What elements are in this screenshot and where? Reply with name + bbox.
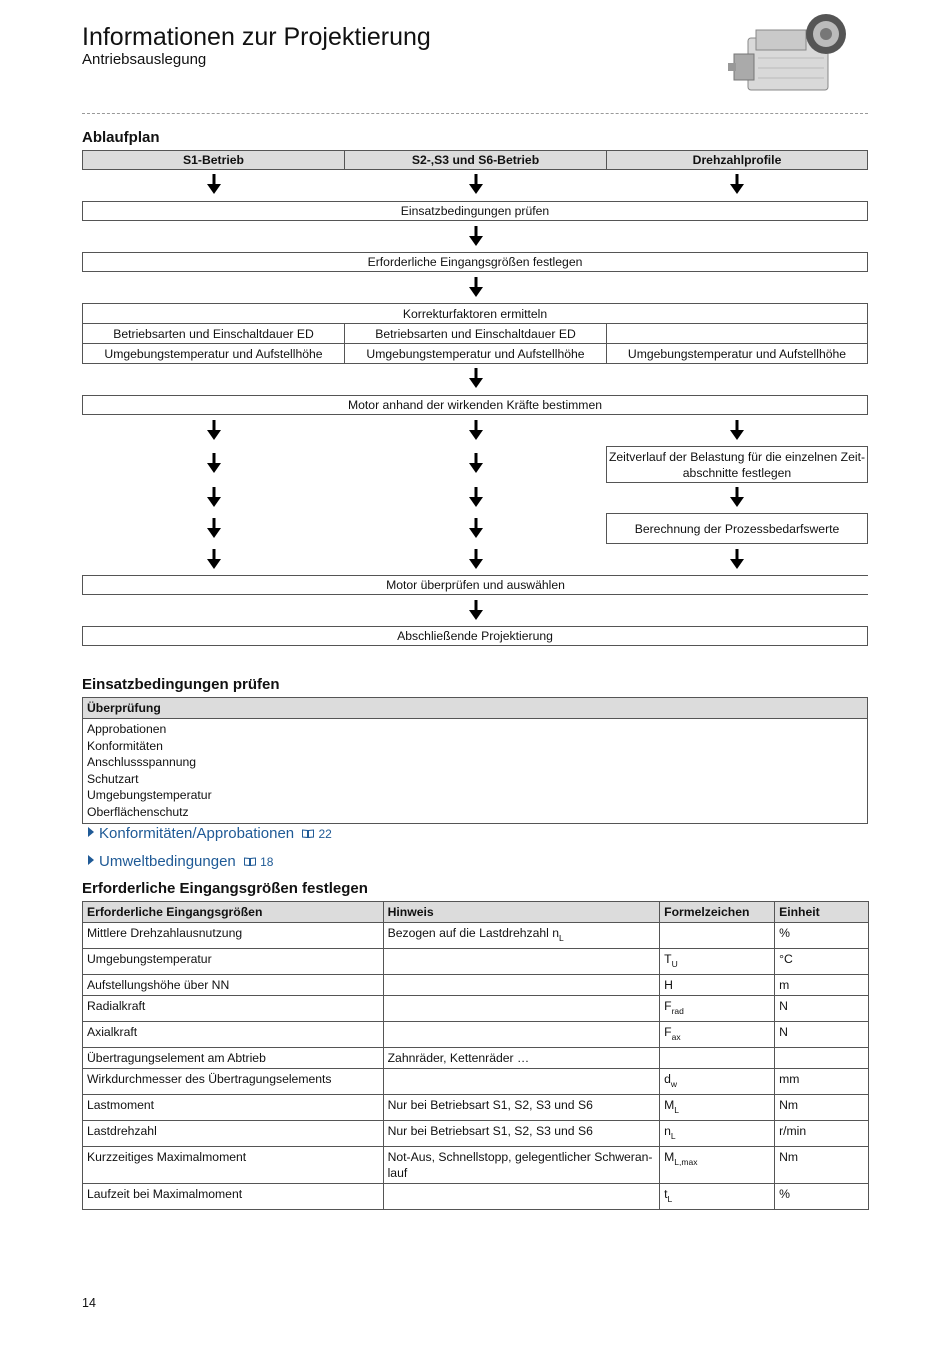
- page-number: 14: [82, 1296, 96, 1310]
- flow-column-s2s3s6: S2-,S3 und S6-Betrieb: [344, 150, 607, 170]
- input-unit-cell: [775, 1121, 869, 1147]
- input-symbol-cell-text: n: [664, 1124, 671, 1138]
- input-name-cell-text: Laufzeit bei Maximalmoment: [87, 1187, 243, 1201]
- input-symbol-cell-subscript: L: [670, 1131, 676, 1141]
- input-symbol-cell: [660, 1121, 775, 1147]
- flow-step-correction-factors: Korrekturfaktoren ermitteln: [82, 303, 868, 324]
- correction-cell: [606, 323, 868, 344]
- caret-right-icon: [88, 827, 94, 837]
- header-divider: [82, 113, 868, 114]
- input-name-cell: [83, 1184, 384, 1210]
- checks-table: [82, 697, 868, 824]
- input-name-cell: [83, 1095, 384, 1121]
- arrow-down-icon: [469, 600, 483, 620]
- flow-step-process-values: Berechnung der Prozessbedarfswerte: [606, 513, 868, 544]
- arrow-down-icon: [469, 174, 483, 194]
- arrow-down-icon: [207, 420, 221, 440]
- input-unit-cell: [775, 1147, 869, 1184]
- link-conformities-approvals[interactable]: [88, 825, 332, 843]
- input-symbol-cell-subscript: U: [671, 959, 678, 969]
- input-symbol-cell: [660, 949, 775, 975]
- table-row: [83, 1121, 869, 1147]
- input-symbol-cell-text: M: [664, 1098, 675, 1112]
- input-name-cell: [83, 923, 384, 949]
- input-name-cell-text: Axialkraft: [87, 1025, 138, 1039]
- input-symbol-cell-subscript: L: [667, 1194, 673, 1204]
- arrow-down-icon: [207, 518, 221, 538]
- input-symbol-cell: [660, 1095, 775, 1121]
- link-label: Umweltbedingungen: [99, 853, 236, 870]
- input-unit-cell-text: N: [779, 1025, 788, 1039]
- input-hint-cell-text: Not-Aus, Schnellstopp, gelegentlicher Schweran-lauf: [387, 1150, 653, 1180]
- table-row: [83, 1022, 869, 1048]
- timeline-line-2: abschnitte festlegen: [682, 465, 792, 480]
- input-hint-cell: [383, 1147, 660, 1184]
- input-hint-cell: [383, 1095, 660, 1121]
- flow-column-s1: S1-Betrieb: [82, 150, 345, 170]
- check-item: Umgebungstemperatur: [87, 788, 212, 802]
- input-hint-cell: [383, 1184, 660, 1210]
- input-name-cell-text: Lastmoment: [87, 1098, 155, 1112]
- input-unit-cell-text: r/min: [779, 1124, 807, 1138]
- check-item: Schutzart: [87, 771, 139, 786]
- input-unit-cell: [775, 949, 869, 975]
- checks-heading: Einsatzbedingungen prüfen: [82, 676, 280, 693]
- input-name-cell: [83, 949, 384, 975]
- table-row: [83, 996, 869, 1022]
- check-item: Anschlussspannung: [87, 755, 197, 769]
- input-symbol-cell: [660, 923, 775, 949]
- flow-step-final-design: Abschließende Projektierung: [82, 626, 868, 646]
- input-unit-cell-text: N: [779, 999, 788, 1013]
- input-unit-cell-text: Nm: [779, 1150, 799, 1164]
- input-symbol-cell-subscript: w: [670, 1079, 678, 1089]
- input-hint-cell: [383, 1048, 660, 1069]
- flow-step-check-conditions: Einsatzbedingungen prüfen: [82, 201, 868, 221]
- input-unit-cell-text: %: [779, 926, 790, 940]
- input-name-cell: [83, 1022, 384, 1048]
- input-name-cell: [83, 996, 384, 1022]
- arrow-down-icon: [207, 487, 221, 507]
- link-page-ref: 22: [318, 827, 332, 841]
- input-symbol-cell: [660, 1022, 775, 1048]
- column-header: Einheit: [775, 902, 869, 923]
- input-hint-cell: [383, 923, 660, 949]
- inputs-table: [82, 901, 869, 1210]
- arrow-down-icon: [207, 549, 221, 569]
- correction-cell: Umgebungstemperatur und Aufstellhöhe: [344, 343, 607, 364]
- input-name-cell: [83, 1048, 384, 1069]
- column-header: Erforderliche Eingangsgrößen: [83, 902, 384, 923]
- check-item: Approbationen: [87, 722, 167, 736]
- table-row: [83, 949, 869, 975]
- arrow-down-icon: [469, 277, 483, 297]
- input-symbol-cell-text: M: [664, 1150, 675, 1164]
- correction-cell: Umgebungstemperatur und Aufstellhöhe: [606, 343, 868, 364]
- inputs-table-header-row: [83, 902, 869, 923]
- input-name-cell-text: Mittlere Drehzahlausnutzung: [87, 926, 243, 940]
- input-symbol-cell: [660, 1048, 775, 1069]
- input-hint-cell-text: Nur bei Betriebsart S1, S2, S3 und S6: [387, 1098, 593, 1112]
- page-subtitle: Antriebsauslegung: [82, 51, 207, 68]
- arrow-down-icon: [469, 518, 483, 538]
- input-name-cell-text: Radialkraft: [87, 999, 146, 1013]
- input-unit-cell-text: °C: [779, 952, 793, 966]
- flow-column-speed-profiles: Drehzahlprofile: [606, 150, 868, 170]
- input-name-cell: [83, 1147, 384, 1184]
- arrow-down-icon: [469, 487, 483, 507]
- input-symbol-cell-subscript: L: [674, 1105, 680, 1115]
- input-hint-cell: [383, 1022, 660, 1048]
- table-row: [83, 1069, 869, 1095]
- input-unit-cell: [775, 1095, 869, 1121]
- column-header: Formelzeichen: [660, 902, 775, 923]
- correction-cell: Umgebungstemperatur und Aufstellhöhe: [82, 343, 345, 364]
- input-name-cell-text: Aufstellungshöhe über NN: [87, 978, 230, 992]
- check-item: Konformitäten: [87, 738, 163, 753]
- arrow-down-icon: [469, 420, 483, 440]
- check-item: Oberflächenschutz: [87, 804, 189, 819]
- input-name-cell: [83, 975, 384, 996]
- input-symbol-cell-subscript: rad: [671, 1006, 684, 1016]
- flow-step-select-motor: Motor überprüfen und auswählen: [82, 575, 868, 595]
- arrow-down-icon: [730, 487, 744, 507]
- input-unit-cell: [775, 996, 869, 1022]
- table-row: [83, 975, 869, 996]
- input-hint-cell: [383, 1069, 660, 1095]
- input-hint-cell-text: Bezogen auf die Lastdrehzahl n: [387, 926, 560, 940]
- input-symbol-cell-text: H: [664, 978, 673, 992]
- checks-table-header: Überprüfung: [83, 698, 867, 719]
- timeline-line-1: Zeitverlauf der Belastung für die einzelnen Zeit-: [608, 449, 866, 464]
- link-page-ref: 18: [260, 855, 274, 869]
- flow-step-define-inputs: Erforderliche Eingangsgrößen festlegen: [82, 252, 868, 272]
- table-row: [83, 1095, 869, 1121]
- servo-motor-image: [728, 8, 854, 108]
- input-unit-cell-text: mm: [779, 1072, 800, 1086]
- link-environmental-conditions[interactable]: [88, 853, 273, 871]
- input-name-cell: [83, 1121, 384, 1147]
- flow-step-load-timeline: [606, 446, 868, 483]
- flow-step-forces: Motor anhand der wirkenden Kräfte bestimmen: [82, 395, 868, 415]
- input-unit-cell: [775, 1048, 869, 1069]
- page-title: Informationen zur Projektierung: [82, 23, 431, 51]
- arrow-down-icon: [469, 453, 483, 473]
- input-name-cell-text: Übertragungselement am Abtrieb: [87, 1051, 266, 1065]
- inputs-heading: Erforderliche Eingangsgrößen festlegen: [82, 880, 368, 897]
- arrow-down-icon: [207, 453, 221, 473]
- input-symbol-cell-text: F: [664, 1025, 672, 1039]
- input-unit-cell-text: m: [779, 978, 790, 992]
- input-hint-cell: [383, 949, 660, 975]
- input-name-cell-text: Kurzzeitiges Maximalmoment: [87, 1150, 247, 1164]
- table-row: [83, 1048, 869, 1069]
- input-hint-cell: [383, 996, 660, 1022]
- arrow-down-icon: [730, 420, 744, 440]
- column-header: Hinweis: [383, 902, 660, 923]
- input-unit-cell: [775, 1184, 869, 1210]
- input-unit-cell: [775, 1069, 869, 1095]
- table-row: [83, 923, 869, 949]
- arrow-down-icon: [730, 174, 744, 194]
- input-symbol-cell: [660, 975, 775, 996]
- arrow-down-icon: [469, 368, 483, 388]
- arrow-down-icon: [207, 174, 221, 194]
- input-symbol-cell: [660, 1069, 775, 1095]
- input-hint-cell-text: Zahnräder, Kettenräder …: [387, 1051, 530, 1065]
- input-unit-cell: [775, 975, 869, 996]
- table-row: [83, 1147, 869, 1184]
- link-label: Konformitäten/Approbationen: [99, 825, 295, 842]
- book-icon: [244, 857, 256, 866]
- input-unit-cell: [775, 1022, 869, 1048]
- input-symbol-cell: [660, 996, 775, 1022]
- input-hint-cell: [383, 975, 660, 996]
- table-row: [83, 1184, 869, 1210]
- input-hint-cell-subscript: L: [559, 933, 564, 943]
- correction-cell: Betriebsarten und Einschaltdauer ED: [344, 323, 607, 344]
- input-unit-cell-text: %: [779, 1187, 790, 1201]
- input-name-cell-text: Wirkdurchmesser des Übertragungselements: [87, 1072, 332, 1086]
- input-symbol-cell-subscript: ax: [671, 1032, 681, 1042]
- input-symbol-cell-subscript: L,max: [674, 1157, 698, 1167]
- input-symbol-cell: [660, 1147, 775, 1184]
- input-name-cell: [83, 1069, 384, 1095]
- arrow-down-icon: [469, 549, 483, 569]
- arrow-down-icon: [469, 226, 483, 246]
- flow-heading: Ablaufplan: [82, 129, 160, 146]
- input-hint-cell: [383, 1121, 660, 1147]
- correction-cell: Betriebsarten und Einschaltdauer ED: [82, 323, 345, 344]
- input-symbol-cell-text: F: [664, 999, 672, 1013]
- arrow-down-icon: [730, 549, 744, 569]
- input-name-cell-text: Lastdrehzahl: [87, 1124, 157, 1138]
- input-unit-cell: [775, 923, 869, 949]
- book-icon: [302, 829, 314, 838]
- caret-right-icon: [88, 855, 94, 865]
- input-name-cell-text: Umgebungstemperatur: [87, 952, 212, 966]
- input-unit-cell-text: Nm: [779, 1098, 799, 1112]
- input-symbol-cell-text: t: [664, 1187, 668, 1201]
- input-symbol-cell: [660, 1184, 775, 1210]
- input-symbol-cell-text: d: [664, 1072, 671, 1086]
- input-symbol-cell-text: T: [664, 952, 672, 966]
- input-hint-cell-text: Nur bei Betriebsart S1, S2, S3 und S6: [387, 1124, 593, 1138]
